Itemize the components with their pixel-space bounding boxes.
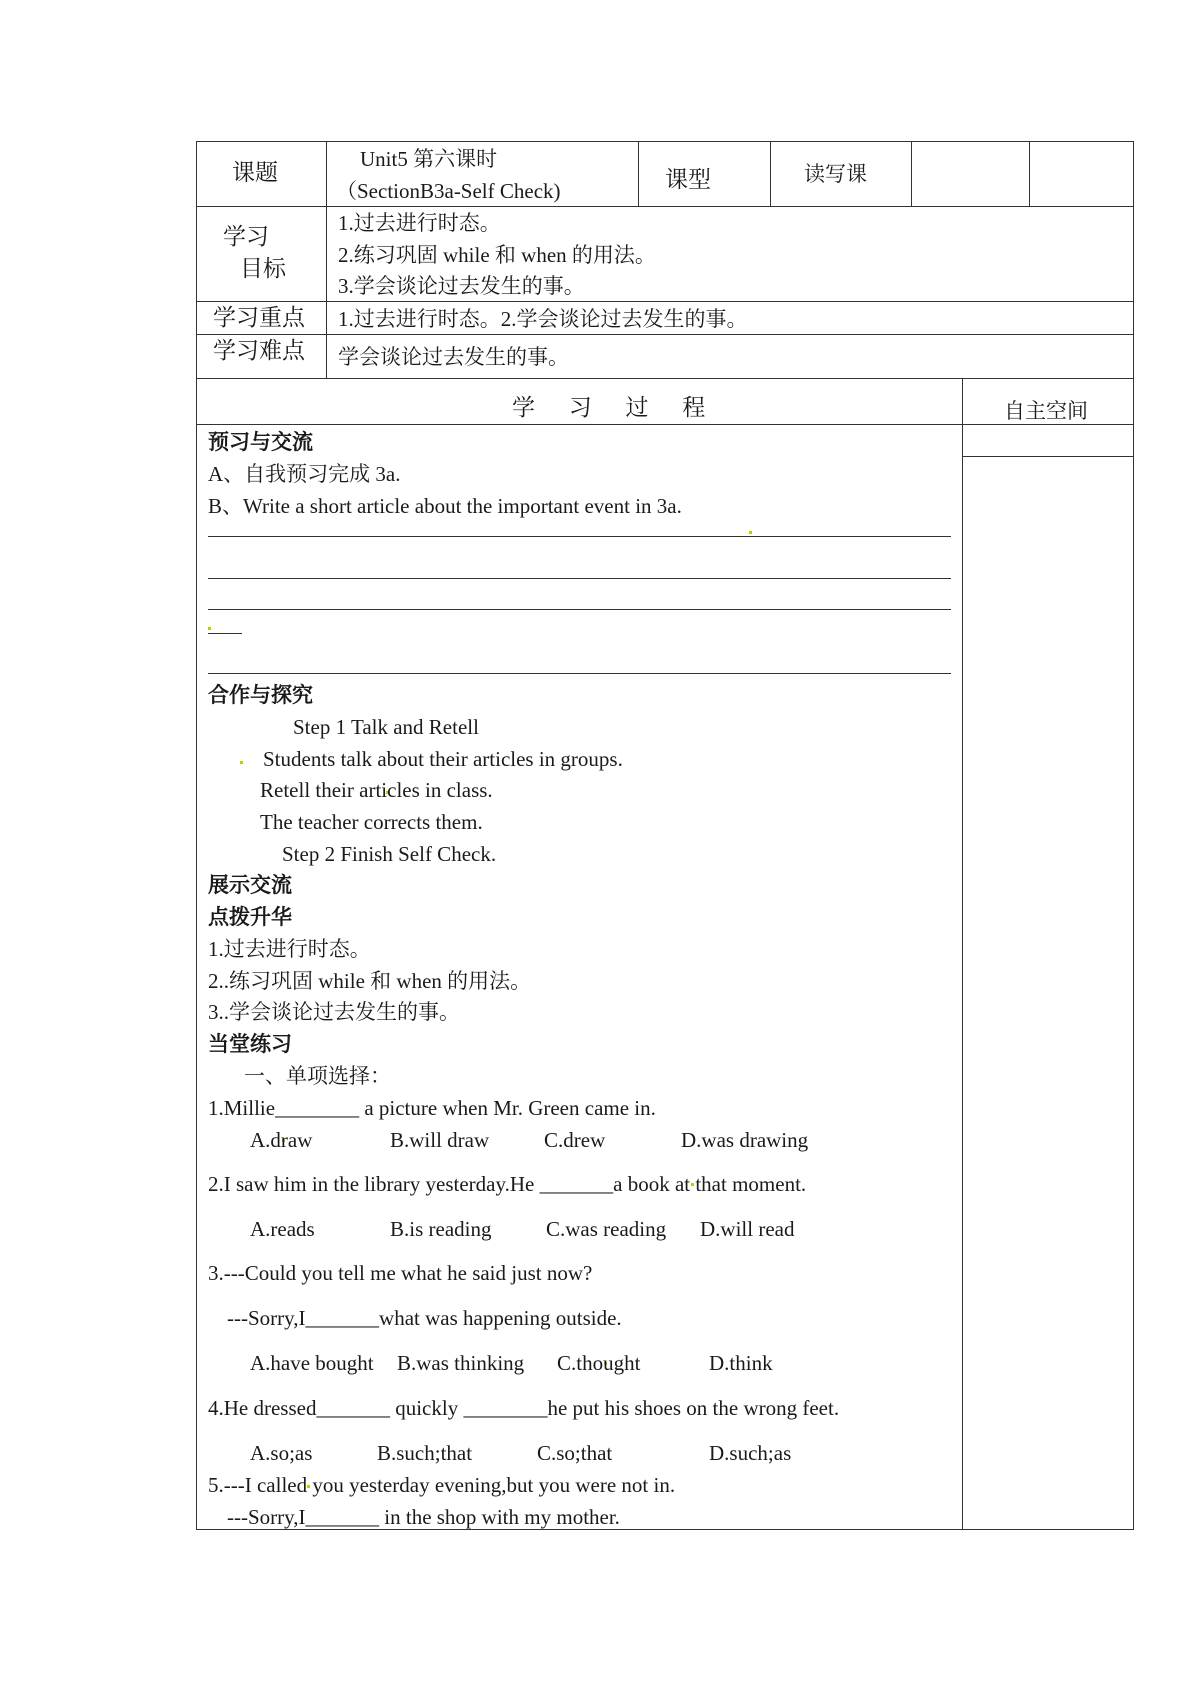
q4-option-c: C.so;that [537, 1441, 613, 1465]
summary-item: 2..练习巩固 while 和 when 的用法。 [208, 969, 532, 993]
step-1-line: Retell their articles in class. [260, 778, 493, 802]
summary-item: 1.过去进行时态。 [208, 937, 371, 961]
step-1-line: The teacher corrects them. [260, 810, 483, 834]
q2-option-b: B.is reading [390, 1217, 492, 1241]
goal-item: 1.过去进行时态。 [338, 211, 501, 235]
q3-option-b: B.was thinking [397, 1351, 525, 1375]
summary-item: 3..学会谈论过去发生的事。 [208, 1000, 460, 1024]
q1-option-b: B.will draw [390, 1128, 490, 1152]
practice-heading: 当堂练习 [208, 1032, 292, 1056]
writing-line [208, 633, 242, 634]
q1-option-c: C.drew [544, 1128, 606, 1152]
q4-option-a: A.so;as [250, 1441, 313, 1465]
preview-item-a: A、自我预习完成 3a. [208, 462, 401, 486]
question-4: 4.He dressed_______ quickly ________he put his shoes on the wrong feet. [208, 1396, 840, 1420]
side-column-title: 自主空间 [1004, 399, 1088, 423]
question-5-reply: ---Sorry,I_______ in the shop with my mother. [227, 1505, 620, 1529]
goals-label-line1: 学习 [223, 224, 269, 249]
goals-label-line2: 目标 [240, 256, 286, 281]
topic-label: 课题 [232, 160, 278, 185]
process-title: 学 习 过 程 [512, 395, 720, 420]
q4-option-b: B.such;that [377, 1441, 473, 1465]
question-3-reply: ---Sorry,I_______what was happening outside. [227, 1306, 622, 1330]
q3-option-c: C.thought [557, 1351, 641, 1375]
preview-item-b: B、Write a short article about the important event in 3a. [208, 494, 682, 518]
q3-option-d: D.think [709, 1351, 773, 1375]
question-3: 3.---Could you tell me what he said just now? [208, 1261, 593, 1285]
q2-option-a: A.reads [250, 1217, 315, 1241]
q1-option-a: A.draw [250, 1128, 313, 1152]
difficulties-label: 学习难点 [213, 338, 305, 363]
preview-heading: 预习与交流 [208, 430, 313, 454]
q2-option-c: C.was reading [546, 1217, 667, 1241]
writing-line [208, 673, 951, 674]
question-5: 5.---I called you yesterday evening,but you were not in. [208, 1473, 676, 1497]
goal-item: 3.学会谈论过去发生的事。 [338, 274, 585, 298]
step-1-title: Step 1 Talk and Retell [293, 715, 479, 739]
cooperation-heading: 合作与探究 [208, 683, 313, 707]
type-value: 读写课 [804, 162, 867, 186]
difficulties-text: 学会谈论过去发生的事。 [338, 345, 569, 369]
q3-option-a: A.have bought [250, 1351, 374, 1375]
key-points-text: 1.过去进行时态。2.学会谈论过去发生的事。 [338, 307, 748, 331]
step-1-line: Students talk about their articles in groups. [263, 747, 623, 771]
practice-subheading: 一、单项选择： [244, 1064, 391, 1088]
step-2-title: Step 2 Finish Self Check. [282, 842, 497, 866]
display-heading: 展示交流 [208, 873, 292, 897]
topic-title-line2: （SectionB3a-Self Check) [336, 179, 561, 203]
question-2: 2.I saw him in the library yesterday.He _______a book at that moment. [208, 1172, 807, 1196]
goal-item: 2.练习巩固 while 和 when 的用法。 [338, 243, 656, 267]
key-points-label: 学习重点 [213, 305, 305, 330]
q2-option-d: D.will read [700, 1217, 795, 1241]
topic-title-line1: Unit5 第六课时 [360, 147, 498, 171]
writing-line [208, 609, 951, 610]
q4-option-d: D.such;as [709, 1441, 792, 1465]
question-1: 1.Millie________ a picture when Mr. Green came in. [208, 1096, 656, 1120]
type-label: 课型 [665, 167, 711, 192]
writing-line [208, 536, 951, 537]
q1-option-d: D.was drawing [681, 1128, 809, 1152]
writing-line [208, 578, 951, 579]
summary-heading: 点拨升华 [208, 905, 292, 929]
